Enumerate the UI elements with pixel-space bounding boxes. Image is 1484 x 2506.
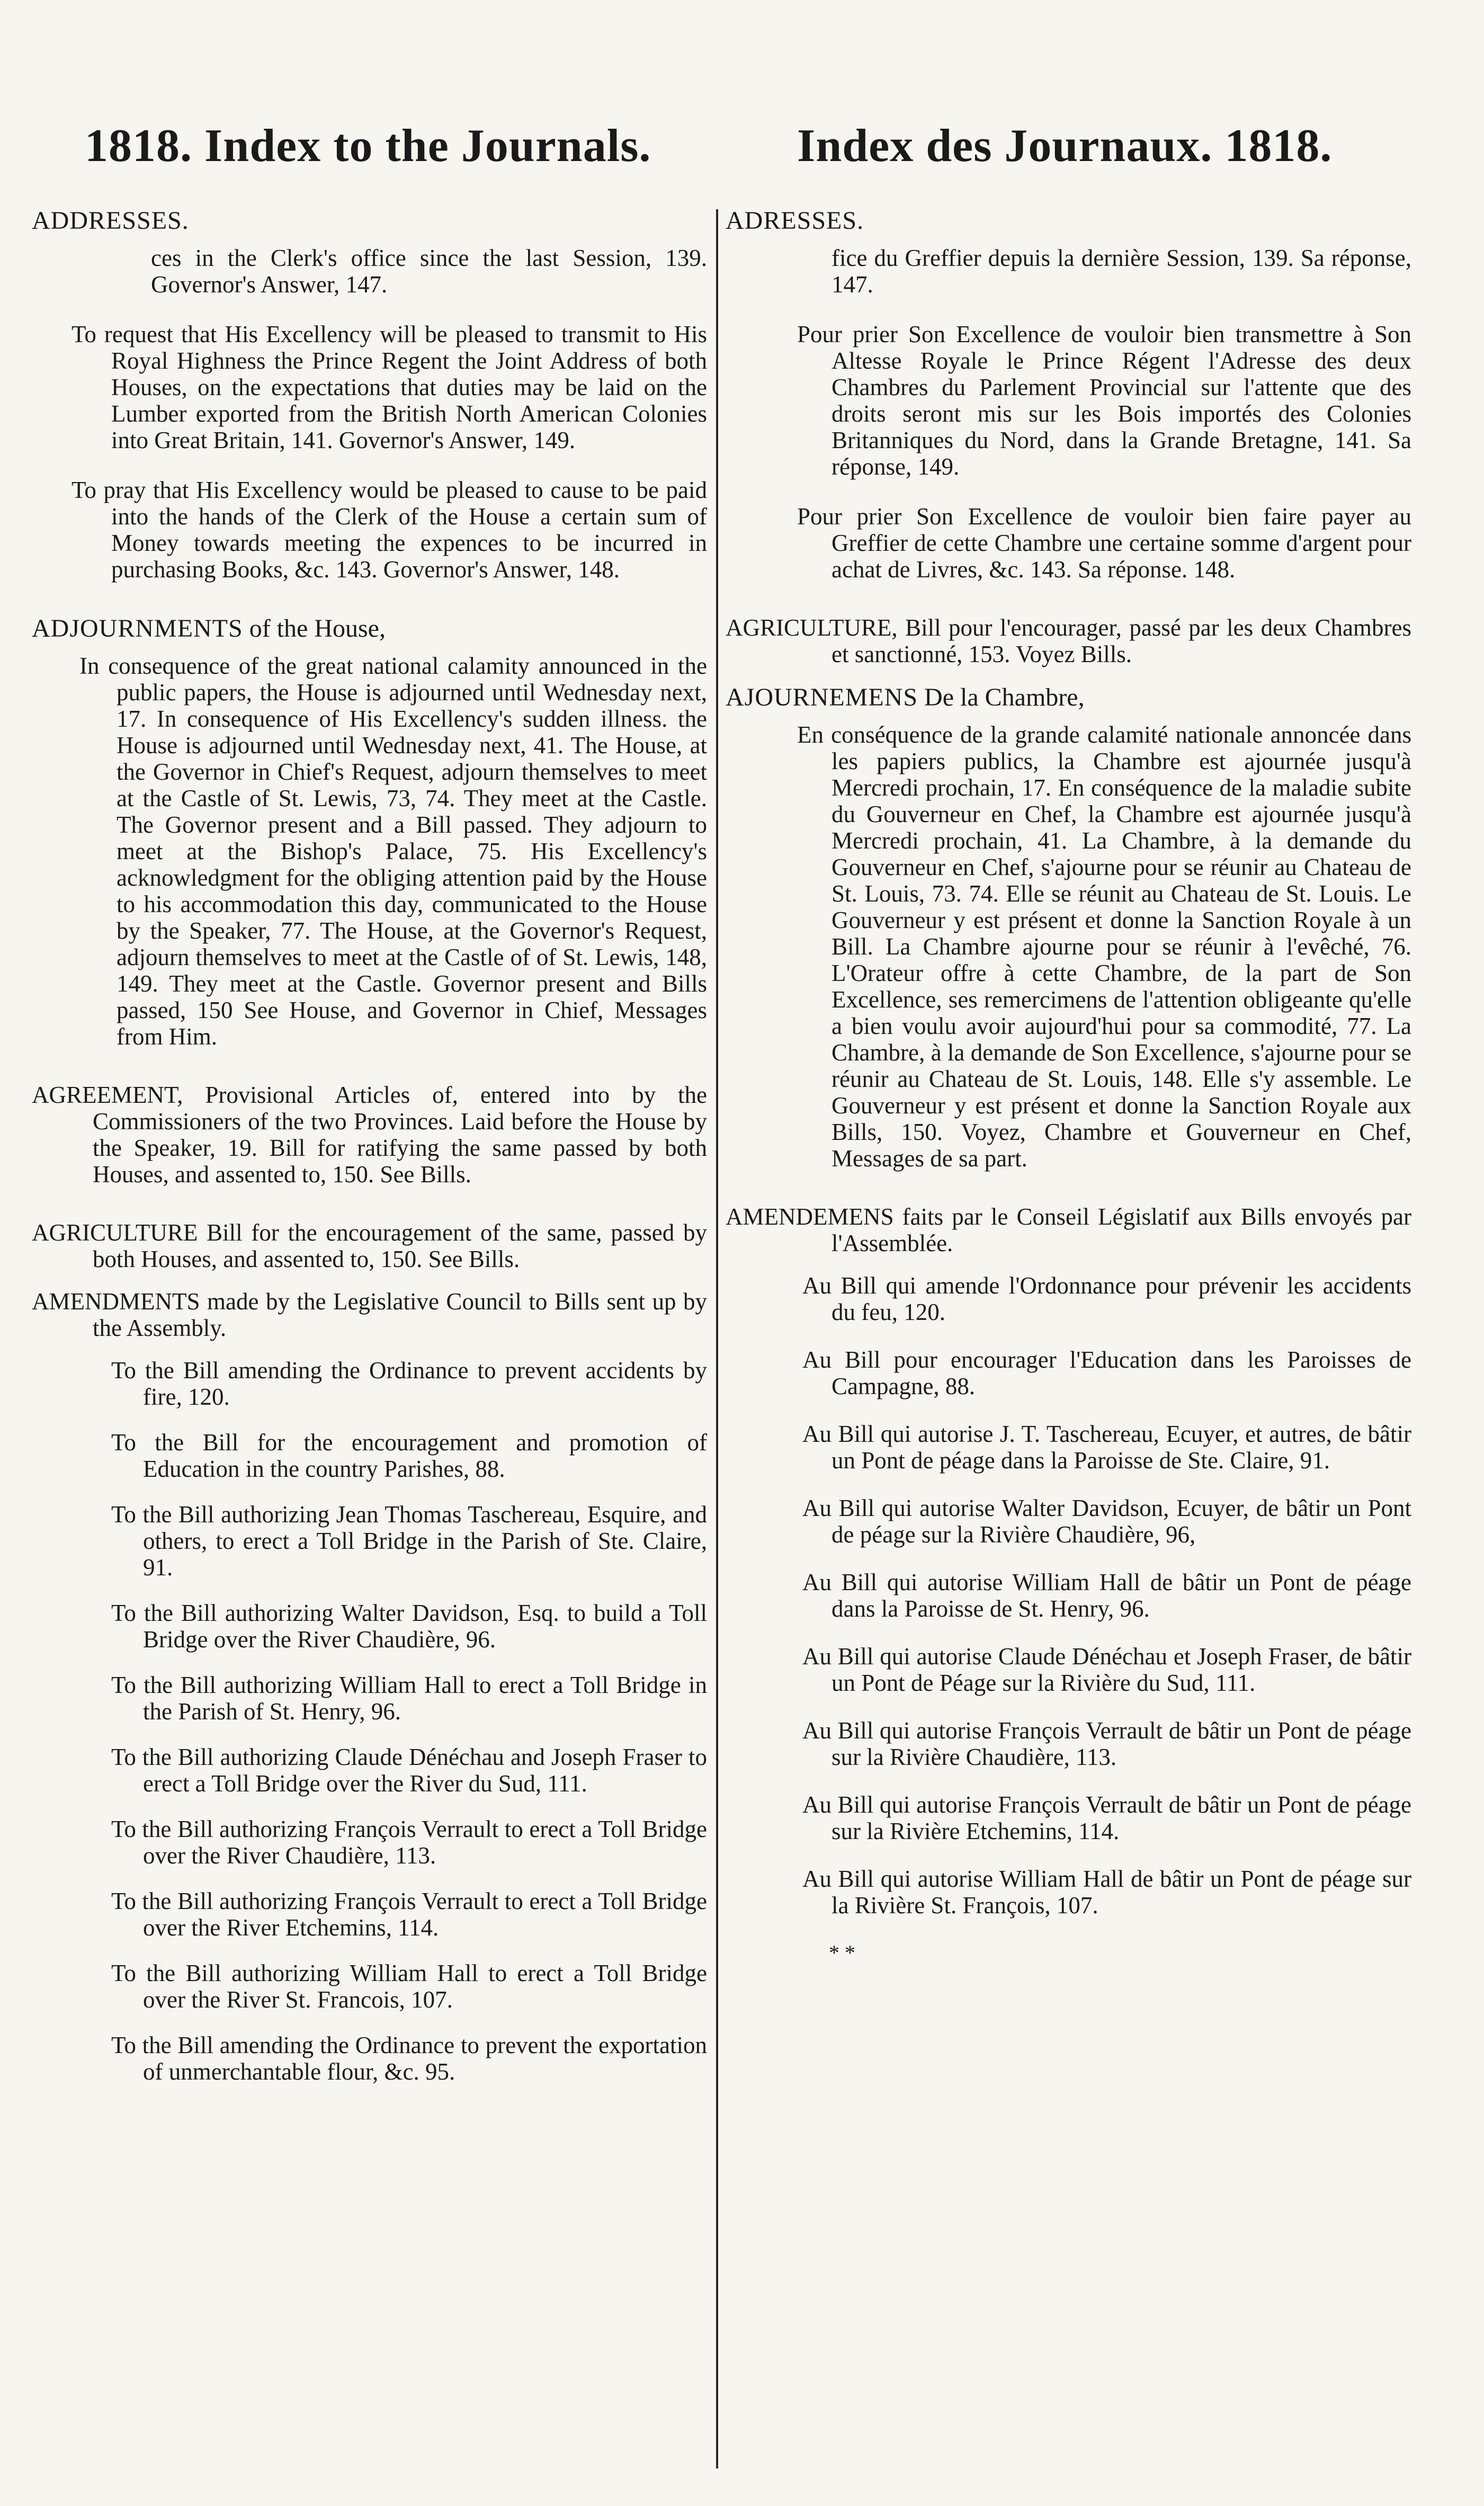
index-entry xyxy=(32,1082,707,1188)
heading-subtitle: of the House, xyxy=(249,614,386,643)
entry-text: Provisional Articles of, entered into by the Commissioners of the two Provinces. Laid before the House by the Speaker, 19. Bill for ratifying the same passed by both Houses, and assented to, 150. See Bills. xyxy=(93,1082,708,1188)
index-entry xyxy=(32,1288,707,1341)
index-entry: Au Bill pour encourager l'Education dans les Paroisses de Campagne, 88. xyxy=(802,1346,1411,1399)
english-column xyxy=(32,207,707,2104)
index-entry: To pray that His Excellency would be pleased to cause to be paid into the hands of the Clerk of the House a certain sum of Money towards meeting the expences to be incurred in purchasing Books, &c. 143. Governor's Answer, 148. xyxy=(71,477,707,583)
index-entry: Pour prier Son Excellence de vouloir bien faire payer au Greffier de cette Chambre une certaine somme d'argent pour achat de Livres, &c. 143. Sa réponse. 148. xyxy=(797,503,1411,583)
index-entry: To the Bill amending the Ordinance to prevent the exportation of unmerchantable flour, &c. 95. xyxy=(111,2032,707,2085)
heading-word: ADJOURNMENTS xyxy=(32,614,243,643)
entry-text: Bill pour l'encourager, passé par les deux Chambres et sanctionné, 153. Voyez Bills. xyxy=(832,614,1412,667)
heading-word: AGREEMENT, xyxy=(32,1082,183,1108)
index-entry: Au Bill qui autorise J. T. Taschereau, Ecuyer, et autres, de bâtir un Pont de péage dans la Paroisse de Ste. Claire, 91. xyxy=(802,1421,1411,1474)
section-agriculture xyxy=(32,1219,707,1272)
section-agreement xyxy=(32,1082,707,1188)
entry-text: Bill for the encouragement of the same, passed by both Houses, and assented to, 150. See Bills. xyxy=(93,1219,708,1272)
section-amendments xyxy=(32,1288,707,2085)
index-entry: To the Bill authorizing Claude Dénéchau and Joseph Fraser to erect a Toll Bridge over the River du Sud, 111. xyxy=(111,1744,707,1797)
heading-word: ADDRESSES. xyxy=(32,207,189,235)
entry-text: faits par le Conseil Législatif aux Bills envoyés par l'Assemblée. xyxy=(832,1203,1412,1256)
section-heading xyxy=(726,207,1411,235)
index-entry: En conséquence de la grande calamité nationale annoncée dans les papiers publics, la Chambre est ajournée jusqu'à Mercredi prochain, 17. En conséquence de la maladie subite du Gouverneur en Chef, la Chambre est ajournée jusqu'à Mercredi prochain, 41. La Chambre, à la demande du Gouverneur en Chef, s'ajourne pour se réunir au Chateau de St. Louis, 73. 74. Elle se réunit au Chateau de St. Louis. Le Gouverneur y est présent et donne la Sanction Royale à un Bill. La Chambre ajourne pour se réunir à l'evêché, 76. L'Orateur offre à cette Chambre, de la part de Son Excellence, ses remercimens de l'attention obligeante qu'elle a bien voulu avoir aujourd'hui pour sa commodité, 77. La Chambre, à la demande de Son Excellence, s'ajourne pour se réunir au Chateau de St. Louis, 148. Elle s'y assemble. Le Gouverneur y est présent et donne la Sanction Royale aux Bills, 150. Voyez, Chambre et Gouverneur en Chef, Messages de sa part. xyxy=(797,721,1411,1172)
continued-entry: fice du Greffier depuis la dernière Session, 139. Sa réponse, 147. xyxy=(832,245,1411,298)
section-addresses xyxy=(32,207,707,583)
heading-subtitle: De la Chambre, xyxy=(924,683,1085,711)
footer-ornament: * * xyxy=(829,1941,855,1965)
index-entry: To the Bill authorizing François Verrault to erect a Toll Bridge over the River Etchemins, 114. xyxy=(111,1888,707,1941)
index-entry: Au Bill qui amende l'Ordonnance pour prévenir les accidents du feu, 120. xyxy=(802,1272,1411,1325)
index-entry: Au Bill qui autorise Walter Davidson, Ecuyer, de bâtir un Pont de péage sur la Rivière Chaudière, 96, xyxy=(802,1495,1411,1548)
index-entry xyxy=(726,1203,1411,1256)
index-entry: Au Bill qui autorise François Verrault de bâtir un Pont de péage sur la Rivière Chaudière, 113. xyxy=(802,1717,1411,1770)
index-entry: To the Bill authorizing William Hall to erect a Toll Bridge in the Parish of St. Henry, 96. xyxy=(111,1672,707,1725)
column-divider xyxy=(716,209,718,2468)
index-entry: To the Bill for the encouragement and promotion of Education in the country Parishes, 88. xyxy=(111,1429,707,1482)
section-heading xyxy=(32,207,707,235)
index-entry: To the Bill amending the Ordinance to prevent accidents by fire, 120. xyxy=(111,1357,707,1410)
page-header-english: 1818. Index to the Journals. xyxy=(85,120,651,172)
french-column xyxy=(726,207,1411,1966)
heading-word: AGRICULTURE xyxy=(32,1219,198,1246)
index-entry: In consequence of the great national calamity announced in the public papers, the House is adjourned until Wednesday next, 17. In consequence of His Excellency's sudden illness. the House is adjourned until Wednesday next, 41. The House, at the Governor in Chief's Request, adjourn themselves to meet at the Castle of St. Lewis, 73, 74. They meet at the Castle. The Governor present and a Bill passed. They adjourn to meet at the Bishop's Palace, 75. His Excellency's acknowledgment for the obliging attention paid by the House to his accommodation this day, communicated to the House by the Speaker, 77. The House, at the Governor's Request, adjourn themselves to meet at the Castle of of St. Lewis, 148, 149. They meet at the Castle. Governor present and Bills passed, 150 See House, and Governor in Chief, Messages from Him. xyxy=(79,653,707,1050)
index-entry: To the Bill authorizing François Verrault to erect a Toll Bridge over the River Chaudière, 113. xyxy=(111,1816,707,1869)
section-amendemens xyxy=(726,1203,1411,1966)
index-entry: Au Bill qui autorise William Hall de bâtir un Pont de péage sur la Rivière St. François, 107. xyxy=(802,1866,1411,1919)
index-entry: To the Bill authorizing William Hall to erect a Toll Bridge over the River St. Francois, 107. xyxy=(111,1960,707,2013)
section-heading xyxy=(726,683,1411,712)
index-entry: Au Bill qui autorise François Verrault de bâtir un Pont de péage sur la Rivière Etchemins, 114. xyxy=(802,1791,1411,1844)
section-heading xyxy=(32,614,707,643)
index-entry: Au Bill qui autorise Claude Dénéchau et Joseph Fraser, de bâtir un Pont de Péage sur la Rivière du Sud, 111. xyxy=(802,1643,1411,1696)
continued-entry: ces in the Clerk's office since the last Session, 139. Governor's Answer, 147. xyxy=(151,245,707,298)
heading-word: AMENDMENTS xyxy=(32,1288,200,1315)
index-entry xyxy=(32,1219,707,1272)
heading-word: AGRICULTURE, xyxy=(726,614,898,641)
section-adresses xyxy=(726,207,1411,583)
index-entry: To request that His Excellency will be pleased to transmit to His Royal Highness the Prince Regent the Joint Address of both Houses, on the expectations that duties may be laid on the Lumber exported from the British North American Colonies into Great Britain, 141. Governor's Answer, 149. xyxy=(71,321,707,453)
section-adjournments xyxy=(32,614,707,1050)
index-entry xyxy=(726,614,1411,667)
index-entry: Pour prier Son Excellence de vouloir bien transmettre à Son Altesse Royale le Prince Régent l'Adresse des deux Chambres du Parlement Provincial sur l'attente que des droits seront mis sur les Bois importés des Colonies Britanniques du Nord, dans la Grande Bretagne, 141. Sa réponse, 149. xyxy=(797,321,1411,480)
index-entry: To the Bill authorizing Walter Davidson, Esq. to build a Toll Bridge over the River Chaudière, 96. xyxy=(111,1600,707,1653)
section-agriculture-fr xyxy=(726,614,1411,667)
section-ajournemens xyxy=(726,683,1411,1172)
heading-word: AJOURNEMENS xyxy=(726,683,918,711)
index-entry: Au Bill qui autorise William Hall de bâtir un Pont de péage dans la Paroisse de St. Henry, 96. xyxy=(802,1569,1411,1622)
index-entry: To the Bill authorizing Jean Thomas Taschereau, Esquire, and others, to erect a Toll Bridge in the Parish of Ste. Claire, 91. xyxy=(111,1501,707,1581)
heading-word: AMENDEMENS xyxy=(726,1203,894,1230)
heading-word: ADRESSES. xyxy=(726,207,864,235)
entry-text: made by the Legislative Council to Bills sent up by the Assembly. xyxy=(93,1288,708,1341)
page-header-french: Index des Journaux. 1818. xyxy=(797,120,1333,172)
